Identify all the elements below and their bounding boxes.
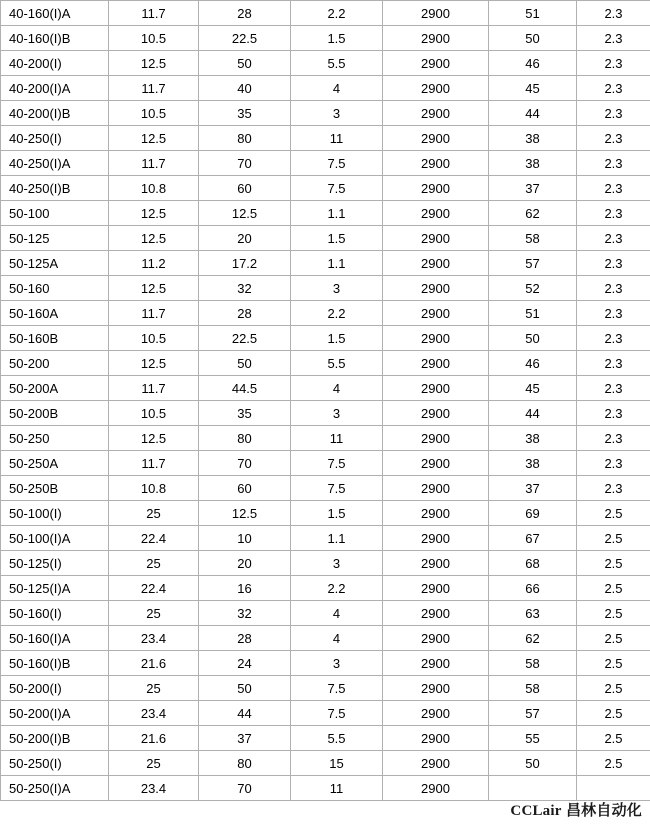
table-row [1,701,650,726]
table-row [1,26,650,51]
cell-value: 22.4 [109,526,199,551]
table-row [1,151,650,176]
cell-value: 2900 [383,76,489,101]
cell-value: 3 [291,101,383,126]
table-row [1,451,650,476]
cell-value: 22.5 [199,26,291,51]
cell-model: 50-125(I) [1,551,109,576]
table-row [1,651,650,676]
cell-model: 50-250B [1,476,109,501]
cell-value: 1.5 [291,226,383,251]
cell-value: 5.5 [291,51,383,76]
cell-value: 63 [489,601,577,626]
cell-value: 2900 [383,526,489,551]
cell-model: 50-200 [1,351,109,376]
cell-value: 11.2 [109,251,199,276]
cell-value: 38 [489,451,577,476]
cell-value: 2.3 [577,351,650,376]
cell-model: 50-160A [1,301,109,326]
table-row [1,101,650,126]
cell-value: 12.5 [199,501,291,526]
cell-model: 50-125(I)A [1,576,109,601]
cell-value: 80 [199,751,291,776]
cell-value: 2.3 [577,301,650,326]
cell-model: 50-250(I) [1,751,109,776]
cell-value: 80 [199,426,291,451]
table-row [1,476,650,501]
cell-value: 37 [489,476,577,501]
cell-value: 2900 [383,176,489,201]
cell-value: 2.2 [291,301,383,326]
cell-value: 7.5 [291,151,383,176]
table-row [1,51,650,76]
cell-value: 2.5 [577,726,650,751]
cell-value: 24 [199,651,291,676]
cell-value: 2.5 [577,526,650,551]
cell-value: 2.3 [577,276,650,301]
cell-value: 2.2 [291,1,383,26]
cell-value: 2.3 [577,376,650,401]
cell-value: 50 [489,751,577,776]
cell-value: 2.3 [577,176,650,201]
cell-value: 12.5 [109,201,199,226]
cell-value: 66 [489,576,577,601]
cell-value: 10.5 [109,326,199,351]
table-row [1,576,650,601]
cell-value: 10 [199,526,291,551]
cell-value: 2.3 [577,76,650,101]
cell-value: 21.6 [109,651,199,676]
cell-model: 40-160(I)B [1,26,109,51]
cell-value: 32 [199,601,291,626]
cell-value: 37 [199,726,291,751]
cell-value: 20 [199,226,291,251]
cell-value: 22.5 [199,326,291,351]
cell-model: 50-250A [1,451,109,476]
table-row [1,326,650,351]
cell-value: 67 [489,526,577,551]
cell-value: 25 [109,551,199,576]
cell-value: 70 [199,451,291,476]
cell-value: 2900 [383,351,489,376]
cell-value: 7.5 [291,176,383,201]
cell-value: 3 [291,276,383,301]
table-row [1,601,650,626]
cell-value: 12.5 [199,201,291,226]
table-row [1,401,650,426]
cell-value: 10.5 [109,26,199,51]
table-row [1,276,650,301]
cell-value: 2.5 [577,601,650,626]
watermark-brand-en: CCLair [510,803,562,819]
cell-value: 2900 [383,301,489,326]
table-row [1,301,650,326]
cell-value: 2900 [383,501,489,526]
table-row [1,126,650,151]
cell-value: 2900 [383,676,489,701]
cell-model: 40-160(I)A [1,1,109,26]
table-row [1,626,650,651]
cell-value: 7.5 [291,676,383,701]
cell-value: 16 [199,576,291,601]
cell-value: 50 [199,676,291,701]
cell-value: 70 [199,151,291,176]
cell-value: 2900 [383,651,489,676]
cell-value: 57 [489,251,577,276]
cell-value: 2900 [383,776,489,801]
cell-value: 11.7 [109,151,199,176]
cell-value: 21.6 [109,726,199,751]
cell-value: 37 [489,176,577,201]
cell-model: 50-200B [1,401,109,426]
table-row [1,751,650,776]
cell-value: 2900 [383,226,489,251]
cell-model: 50-200(I)B [1,726,109,751]
cell-value: 2.3 [577,201,650,226]
cell-value: 58 [489,226,577,251]
cell-value: 38 [489,151,577,176]
cell-model: 50-200(I) [1,676,109,701]
cell-value: 23.4 [109,701,199,726]
cell-value: 25 [109,601,199,626]
cell-value: 5.5 [291,726,383,751]
cell-value: 11 [291,126,383,151]
cell-value: 2.5 [577,751,650,776]
table-row [1,226,650,251]
cell-value: 2900 [383,51,489,76]
cell-value: 11.7 [109,376,199,401]
cell-value: 2900 [383,476,489,501]
cell-model: 40-250(I)B [1,176,109,201]
cell-value: 7.5 [291,476,383,501]
cell-model: 50-160B [1,326,109,351]
cell-value: 69 [489,501,577,526]
cell-value: 62 [489,626,577,651]
cell-value: 28 [199,301,291,326]
cell-value: 50 [199,51,291,76]
cell-model: 50-100(I) [1,501,109,526]
cell-value: 2.3 [577,401,650,426]
cell-model: 50-250(I)A [1,776,109,801]
cell-value: 2.5 [577,501,650,526]
cell-value: 52 [489,276,577,301]
table-body [1,1,650,801]
cell-value: 2900 [383,551,489,576]
cell-value: 2.3 [577,326,650,351]
cell-value: 45 [489,376,577,401]
cell-value: 58 [489,676,577,701]
cell-value: 2900 [383,101,489,126]
cell-value: 2.5 [577,626,650,651]
table-row [1,201,650,226]
table-row [1,676,650,701]
cell-value: 2900 [383,326,489,351]
cell-value: 35 [199,101,291,126]
cell-value: 35 [199,401,291,426]
cell-value: 2.2 [291,576,383,601]
cell-value: 12.5 [109,276,199,301]
cell-value: 50 [489,26,577,51]
cell-model: 40-200(I) [1,51,109,76]
cell-model: 50-160(I)A [1,626,109,651]
cell-value: 38 [489,426,577,451]
cell-model: 50-200A [1,376,109,401]
cell-value: 2.5 [577,651,650,676]
table-row [1,251,650,276]
table-row [1,426,650,451]
cell-value: 11 [291,426,383,451]
cell-model: 40-250(I)A [1,151,109,176]
cell-model: 40-200(I)A [1,76,109,101]
cell-value: 11.7 [109,301,199,326]
cell-value: 4 [291,76,383,101]
cell-value: 20 [199,551,291,576]
cell-model: 50-100(I)A [1,526,109,551]
cell-value: 60 [199,176,291,201]
watermark [510,799,642,820]
cell-value: 25 [109,501,199,526]
cell-value: 2900 [383,601,489,626]
cell-value: 55 [489,726,577,751]
cell-value: 2900 [383,251,489,276]
cell-value: 11 [291,776,383,801]
cell-model: 50-160(I) [1,601,109,626]
cell-value: 12.5 [109,226,199,251]
cell-value: 51 [489,1,577,26]
cell-value: 1.5 [291,26,383,51]
cell-value: 4 [291,376,383,401]
cell-value: 11.7 [109,1,199,26]
cell-value: 50 [489,326,577,351]
cell-value: 2900 [383,376,489,401]
cell-value: 11.7 [109,451,199,476]
cell-value: 2.3 [577,126,650,151]
cell-value: 70 [199,776,291,801]
cell-value [577,776,650,801]
cell-value: 2900 [383,626,489,651]
cell-value: 58 [489,651,577,676]
cell-value [489,776,577,801]
cell-model: 40-250(I) [1,126,109,151]
cell-value: 80 [199,126,291,151]
cell-value: 5.5 [291,351,383,376]
cell-value: 44 [199,701,291,726]
cell-value: 23.4 [109,626,199,651]
cell-value: 2.3 [577,451,650,476]
table-row [1,726,650,751]
cell-value: 2900 [383,201,489,226]
cell-value: 10.8 [109,176,199,201]
cell-value: 2900 [383,451,489,476]
table-row [1,1,650,26]
cell-value: 2.3 [577,151,650,176]
cell-value: 46 [489,51,577,76]
cell-value: 60 [199,476,291,501]
cell-value: 44 [489,401,577,426]
cell-value: 62 [489,201,577,226]
table-row [1,776,650,801]
cell-value: 2900 [383,151,489,176]
cell-value: 51 [489,301,577,326]
cell-value: 2900 [383,126,489,151]
cell-value: 12.5 [109,51,199,76]
cell-value: 2900 [383,576,489,601]
cell-value: 46 [489,351,577,376]
cell-value: 3 [291,401,383,426]
cell-value: 10.5 [109,101,199,126]
cell-value: 40 [199,76,291,101]
cell-value: 7.5 [291,451,383,476]
cell-value: 44.5 [199,376,291,401]
cell-value: 2900 [383,751,489,776]
cell-value: 2.3 [577,226,650,251]
cell-value: 2900 [383,426,489,451]
cell-value: 12.5 [109,351,199,376]
cell-value: 4 [291,601,383,626]
table-row [1,176,650,201]
table-row [1,351,650,376]
cell-value: 2900 [383,1,489,26]
table-row [1,526,650,551]
cell-value: 1.5 [291,326,383,351]
cell-value: 2.5 [577,576,650,601]
cell-value: 2900 [383,26,489,51]
cell-value: 2.5 [577,676,650,701]
cell-value: 11.7 [109,76,199,101]
cell-value: 38 [489,126,577,151]
cell-model: 40-200(I)B [1,101,109,126]
cell-value: 2.3 [577,101,650,126]
cell-value: 7.5 [291,701,383,726]
cell-value: 15 [291,751,383,776]
cell-model: 50-125A [1,251,109,276]
table-row [1,551,650,576]
cell-value: 2.3 [577,51,650,76]
cell-model: 50-250 [1,426,109,451]
cell-value: 2.3 [577,251,650,276]
cell-value: 28 [199,626,291,651]
cell-value: 68 [489,551,577,576]
cell-value: 2900 [383,401,489,426]
cell-value: 1.1 [291,526,383,551]
cell-value: 23.4 [109,776,199,801]
cell-value: 1.1 [291,201,383,226]
cell-value: 2900 [383,276,489,301]
table-row [1,76,650,101]
cell-value: 28 [199,1,291,26]
cell-value: 17.2 [199,251,291,276]
cell-model: 50-160 [1,276,109,301]
cell-value: 3 [291,651,383,676]
cell-model: 50-200(I)A [1,701,109,726]
cell-value: 50 [199,351,291,376]
cell-model: 50-125 [1,226,109,251]
cell-value: 32 [199,276,291,301]
cell-model: 50-100 [1,201,109,226]
cell-value: 2.3 [577,426,650,451]
cell-value: 2.3 [577,1,650,26]
cell-value: 4 [291,626,383,651]
cell-value: 2900 [383,726,489,751]
table-row [1,501,650,526]
table-row [1,376,650,401]
cell-value: 45 [489,76,577,101]
cell-value: 2.3 [577,476,650,501]
cell-value: 10.8 [109,476,199,501]
cell-value: 25 [109,676,199,701]
cell-value: 1.1 [291,251,383,276]
cell-value: 57 [489,701,577,726]
cell-value: 2.5 [577,551,650,576]
watermark-brand-cn: 昌林自动化 [565,801,642,819]
cell-value: 10.5 [109,401,199,426]
cell-model: 50-160(I)B [1,651,109,676]
cell-value: 44 [489,101,577,126]
cell-value: 2900 [383,701,489,726]
cell-value: 22.4 [109,576,199,601]
cell-value: 2.5 [577,701,650,726]
cell-value: 12.5 [109,426,199,451]
cell-value: 12.5 [109,126,199,151]
cell-value: 25 [109,751,199,776]
cell-value: 3 [291,551,383,576]
cell-value: 2.3 [577,26,650,51]
cell-value: 1.5 [291,501,383,526]
